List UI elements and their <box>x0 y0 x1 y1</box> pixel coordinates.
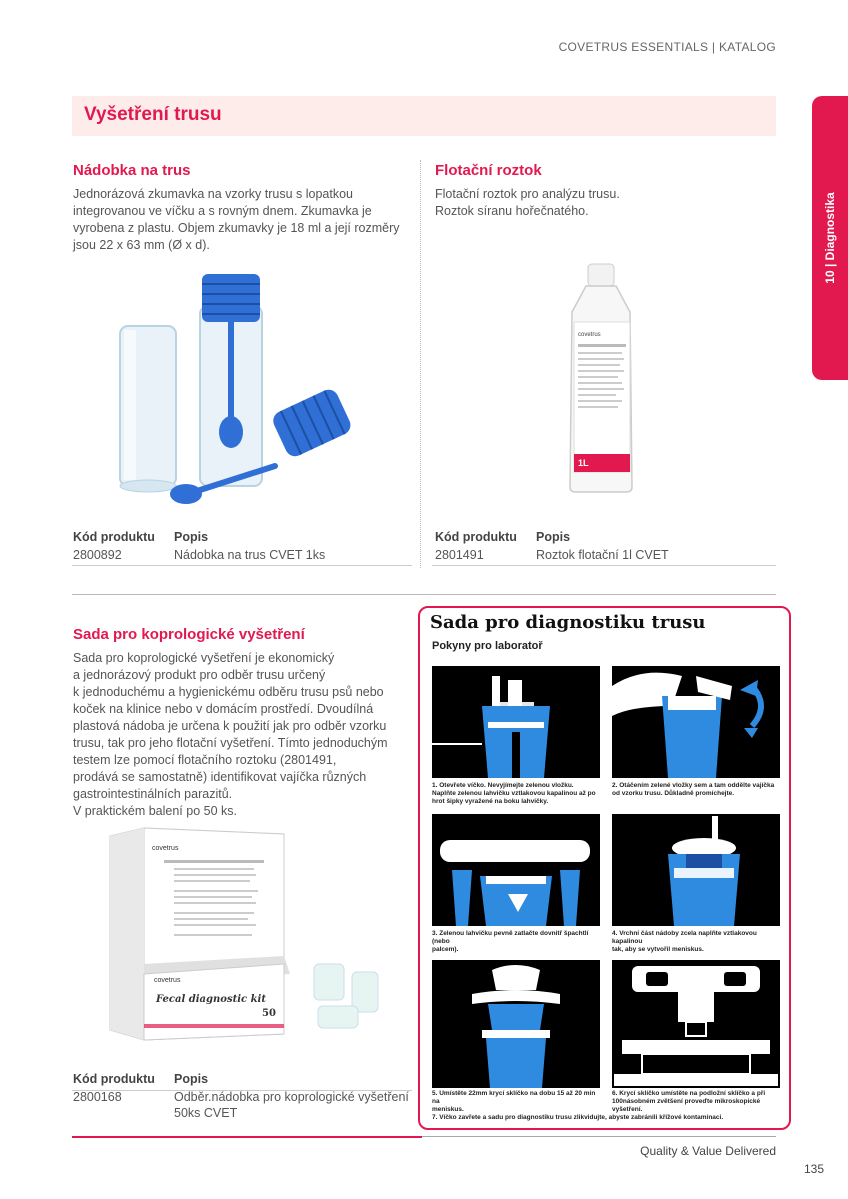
desc-header: Popis <box>174 1072 209 1086</box>
diagnostic-instructions-box <box>418 606 791 1130</box>
product-title-flotation: Flotační roztok <box>435 162 542 179</box>
product-code: 2800168 <box>73 1090 122 1104</box>
desc-header: Popis <box>536 530 571 544</box>
step-6-caption: 6. Krycí sklíčko umístěte na podložní sklíčko a při 100násobném zvětšení proveďte mikroskopické vyšetření. <box>612 1090 766 1113</box>
footer-accent-line <box>72 1136 422 1138</box>
flotation-bottle-image <box>560 262 642 494</box>
product-desc-coprology-kit: Sada pro koprologické vyšetření je ekonomický a jednorázový produkt pro odběr trusu určený k jednoduchému a hygienickému odběru trusu psů nebo koček na klinice nebo v domácím prostředí. Dvoudílná plastová nádoba je určena k použití jak pro odběr vzorku trusu, tak pro jeho flotační vyšetření. Tímto jednoduchým testem lze pomocí flotačního roztoku (2801491, prodává se samostatně) identifikovat vajíčka různých gastrointestinálních parazitů. V praktickém balení po 50 ks. <box>73 651 388 818</box>
desc-header: Popis <box>174 530 209 544</box>
product-name: Odběr.nádobka pro koprologické vyšetření 50ks CVET <box>174 1090 409 1120</box>
table-divider <box>432 565 776 566</box>
step-1-illustration <box>432 666 600 778</box>
bottle-volume: 1L <box>578 458 589 468</box>
chapter-tab[interactable] <box>812 96 848 380</box>
product-name: Roztok flotační 1l CVET <box>536 548 669 562</box>
column-divider <box>420 160 421 568</box>
footer-line <box>422 1136 776 1137</box>
section-title-bar <box>72 96 776 136</box>
catalog-header: COVETRUS ESSENTIALS | KATALOG <box>558 40 776 54</box>
step-5-caption: 5. Umístěte 22mm krycí sklíčko na dobu 15 až 20 min na meniskus. <box>432 1090 596 1113</box>
code-header: Kód produktu <box>73 1072 155 1086</box>
section-divider <box>72 594 776 595</box>
step-3-illustration <box>432 814 600 926</box>
section-title: Vyšetření trusu <box>84 104 222 125</box>
product-desc-stool-container: Jednorázová zkumavka na vzorky trusu s lopatkou integrovanou ve víčku a s rovným dnem. Zkumavka je vyrobena z plastu. Objem zkumavky je 18 ml a její rozměry jsou 22 x 63 mm (Ø x d). <box>73 187 400 252</box>
kit-brand-top: covetrus <box>152 845 179 852</box>
diagnostic-subtitle: Pokyny pro laboratoř <box>432 640 543 652</box>
step-5-illustration <box>432 960 600 1088</box>
product-code: 2800892 <box>73 548 122 562</box>
step-7-note: 7. Víčko zavřete a sadu pro diagnostiku trusu zlikvidujte, abyste zabránili křížové kontaminaci. <box>432 1114 724 1121</box>
product-title-coprology-kit: Sada pro koprologické vyšetření <box>73 626 305 643</box>
code-header: Kód produktu <box>73 530 155 544</box>
product-desc-flotation: Flotační roztok pro analýzu trusu. Roztok síranu hořečnatého. <box>435 187 620 218</box>
chapter-tab-label: 10 | Diagnostika <box>823 192 837 284</box>
bottle-brand: covetrus <box>578 332 601 338</box>
step-4-caption: 4. Vrchní část nádoby zcela naplňte vztlakovou kapalinou tak, aby se vytvořil meniskus. <box>612 930 757 953</box>
fecal-kit-box-image <box>104 824 394 1044</box>
product-name: Nádobka na trus CVET 1ks <box>174 548 326 562</box>
kit-count: 50 <box>262 1008 276 1019</box>
table-divider <box>72 565 412 566</box>
code-header: Kód produktu <box>435 530 517 544</box>
step-1-caption: 1. Otevřete víčko. Nevyjímejte zelenou vložku. Naplňte zelenou lahvičku vztlakovou kapalinou až po hrot šipky vyražené na boku lahvičky. <box>432 782 596 805</box>
step-4-illustration <box>612 814 780 926</box>
diagnostic-title: Sada pro diagnostiku trusu <box>430 612 706 633</box>
step-2-illustration <box>612 666 780 778</box>
product-code: 2801491 <box>435 548 484 562</box>
step-6-illustration <box>612 960 780 1088</box>
footer-tagline: Quality & Value Delivered <box>640 1144 776 1158</box>
step-2-caption: 2. Otáčením zelené vložky sem a tam oddělte vajíčka od vzorku trusu. Důkladně promíchejte. <box>612 782 775 797</box>
step-3-caption: 3. Zelenou lahvičku pevně zatlačte dovnitř špachtlí (nebo palcem). <box>432 930 589 953</box>
kit-brand-front: covetrus <box>154 977 181 984</box>
page-number: 135 <box>803 1162 824 1176</box>
stool-container-image <box>110 266 380 516</box>
product-title-stool-container: Nádobka na trus <box>73 162 191 179</box>
kit-name: Fecal diagnostic kit <box>156 994 266 1005</box>
